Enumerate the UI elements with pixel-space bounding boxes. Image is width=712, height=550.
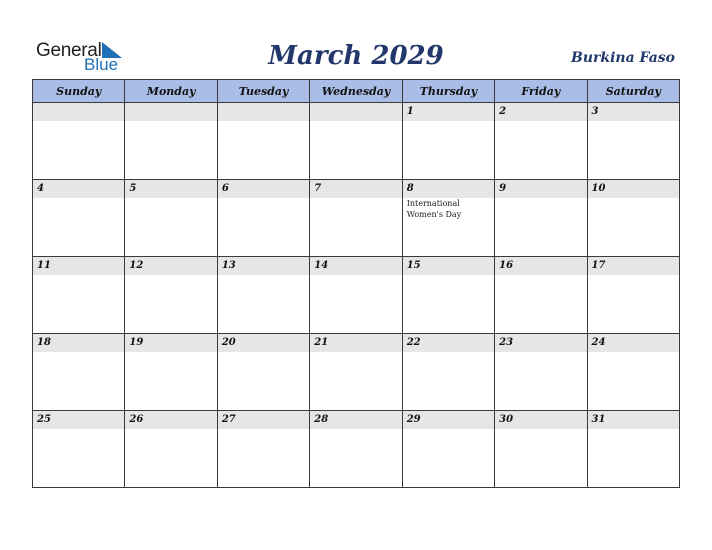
day-cell (587, 411, 679, 488)
day-number: 6 (221, 183, 229, 194)
day-number-bar (125, 257, 216, 275)
day-number-bar (495, 411, 586, 429)
day-number-bar (218, 257, 309, 275)
day-cell (402, 257, 494, 334)
day-cell (125, 103, 217, 180)
day-number: 4 (37, 183, 44, 194)
day-number-bar (33, 257, 124, 275)
day-number: 3 (591, 106, 599, 117)
day-cell (495, 180, 587, 257)
day-cell (587, 103, 679, 180)
calendar-grid (32, 79, 680, 488)
day-number: 19 (129, 337, 144, 348)
day-number: 17 (591, 260, 606, 271)
day-number-bar (310, 411, 401, 429)
day-cell (217, 257, 309, 334)
day-number-bar (588, 103, 679, 121)
day-cell (217, 180, 309, 257)
day-number: 12 (129, 260, 144, 271)
week-row (33, 180, 680, 257)
day-number: 28 (314, 414, 329, 425)
day-cell (33, 257, 125, 334)
day-number-bar (588, 257, 679, 275)
day-cell (125, 257, 217, 334)
day-cell (125, 411, 217, 488)
day-number-bar (218, 334, 309, 352)
day-number-bar (403, 103, 494, 121)
day-cell (310, 103, 402, 180)
day-cell (587, 334, 679, 411)
day-number-bar (218, 180, 309, 198)
day-cell (310, 257, 402, 334)
day-number: 15 (406, 260, 421, 271)
day-number-bar (310, 103, 401, 121)
day-number-bar (495, 103, 586, 121)
day-number: 5 (129, 183, 137, 194)
day-number-bar (495, 180, 586, 198)
day-number: 9 (499, 183, 507, 194)
weekday-monday: Monday (125, 80, 217, 103)
day-number: 16 (499, 260, 514, 271)
day-number-bar (125, 180, 216, 198)
day-cell (217, 334, 309, 411)
day-cell (125, 180, 217, 257)
day-cell (217, 411, 309, 488)
day-number-bar (588, 411, 679, 429)
day-cell (495, 411, 587, 488)
day-cell (125, 334, 217, 411)
day-number-bar (125, 411, 216, 429)
day-number-bar (310, 257, 401, 275)
day-number-bar (588, 334, 679, 352)
weekday-header-row (33, 80, 680, 103)
day-number: 21 (314, 337, 329, 348)
day-number: 27 (221, 414, 236, 425)
day-number-bar (33, 411, 124, 429)
day-cell (310, 411, 402, 488)
day-cell (310, 334, 402, 411)
day-number: 18 (37, 337, 51, 348)
day-number: 8 (406, 183, 414, 194)
day-number: 14 (314, 260, 329, 271)
day-number-bar (125, 103, 216, 121)
day-number: 22 (406, 337, 421, 348)
day-cell (217, 103, 309, 180)
day-number-bar (403, 334, 494, 352)
day-number-bar (495, 334, 586, 352)
logo-text-general: General (36, 40, 102, 61)
day-number-bar (218, 103, 309, 121)
weekday-friday: Friday (495, 80, 587, 103)
day-number: 7 (314, 183, 322, 194)
day-number: 30 (499, 414, 514, 425)
day-number: 10 (591, 183, 606, 194)
day-number: 2 (499, 106, 507, 117)
day-cell (33, 103, 125, 180)
day-number-bar (33, 334, 124, 352)
week-row (33, 334, 680, 411)
day-number-bar (403, 257, 494, 275)
weekday-thursday: Thursday (402, 80, 494, 103)
week-row (33, 411, 680, 488)
weekday-tuesday: Tuesday (217, 80, 309, 103)
day-number-bar (588, 180, 679, 198)
day-number-bar (495, 257, 586, 275)
day-number: 13 (221, 260, 236, 271)
day-number: 24 (591, 337, 606, 348)
day-number: 25 (37, 414, 51, 425)
day-number: 31 (591, 414, 606, 425)
day-number-bar (33, 103, 124, 121)
logo-text-blue: Blue (84, 55, 119, 74)
day-number-bar (310, 180, 401, 198)
day-number: 11 (37, 260, 51, 271)
day-cell (495, 103, 587, 180)
day-cell (587, 257, 679, 334)
day-cell (495, 334, 587, 411)
day-cell (33, 411, 125, 488)
day-number-bar (218, 411, 309, 429)
page-title: March 2029 (268, 41, 444, 71)
day-number: 26 (129, 414, 144, 425)
day-number-bar (310, 334, 401, 352)
day-cell (310, 180, 402, 257)
day-cell (402, 180, 494, 257)
week-row (33, 257, 680, 334)
day-number-bar (403, 180, 494, 198)
day-cell (587, 180, 679, 257)
holiday-label: International Women's Day (406, 199, 462, 219)
weekday-saturday: Saturday (587, 80, 679, 103)
day-number: 29 (406, 414, 421, 425)
day-number: 20 (221, 337, 236, 348)
day-cell (402, 411, 494, 488)
day-cell (33, 180, 125, 257)
day-number-bar (403, 411, 494, 429)
weekday-wednesday: Wednesday (310, 80, 402, 103)
day-cell (402, 334, 494, 411)
week-row (33, 103, 680, 180)
day-number: 1 (406, 106, 414, 117)
day-number-bar (125, 334, 216, 352)
day-cell (495, 257, 587, 334)
weekday-sunday: Sunday (33, 80, 125, 103)
day-cell (402, 103, 494, 180)
day-cell (33, 334, 125, 411)
day-number-bar (33, 180, 124, 198)
day-number: 23 (499, 337, 514, 348)
country-label: Burkina Faso (571, 50, 675, 66)
